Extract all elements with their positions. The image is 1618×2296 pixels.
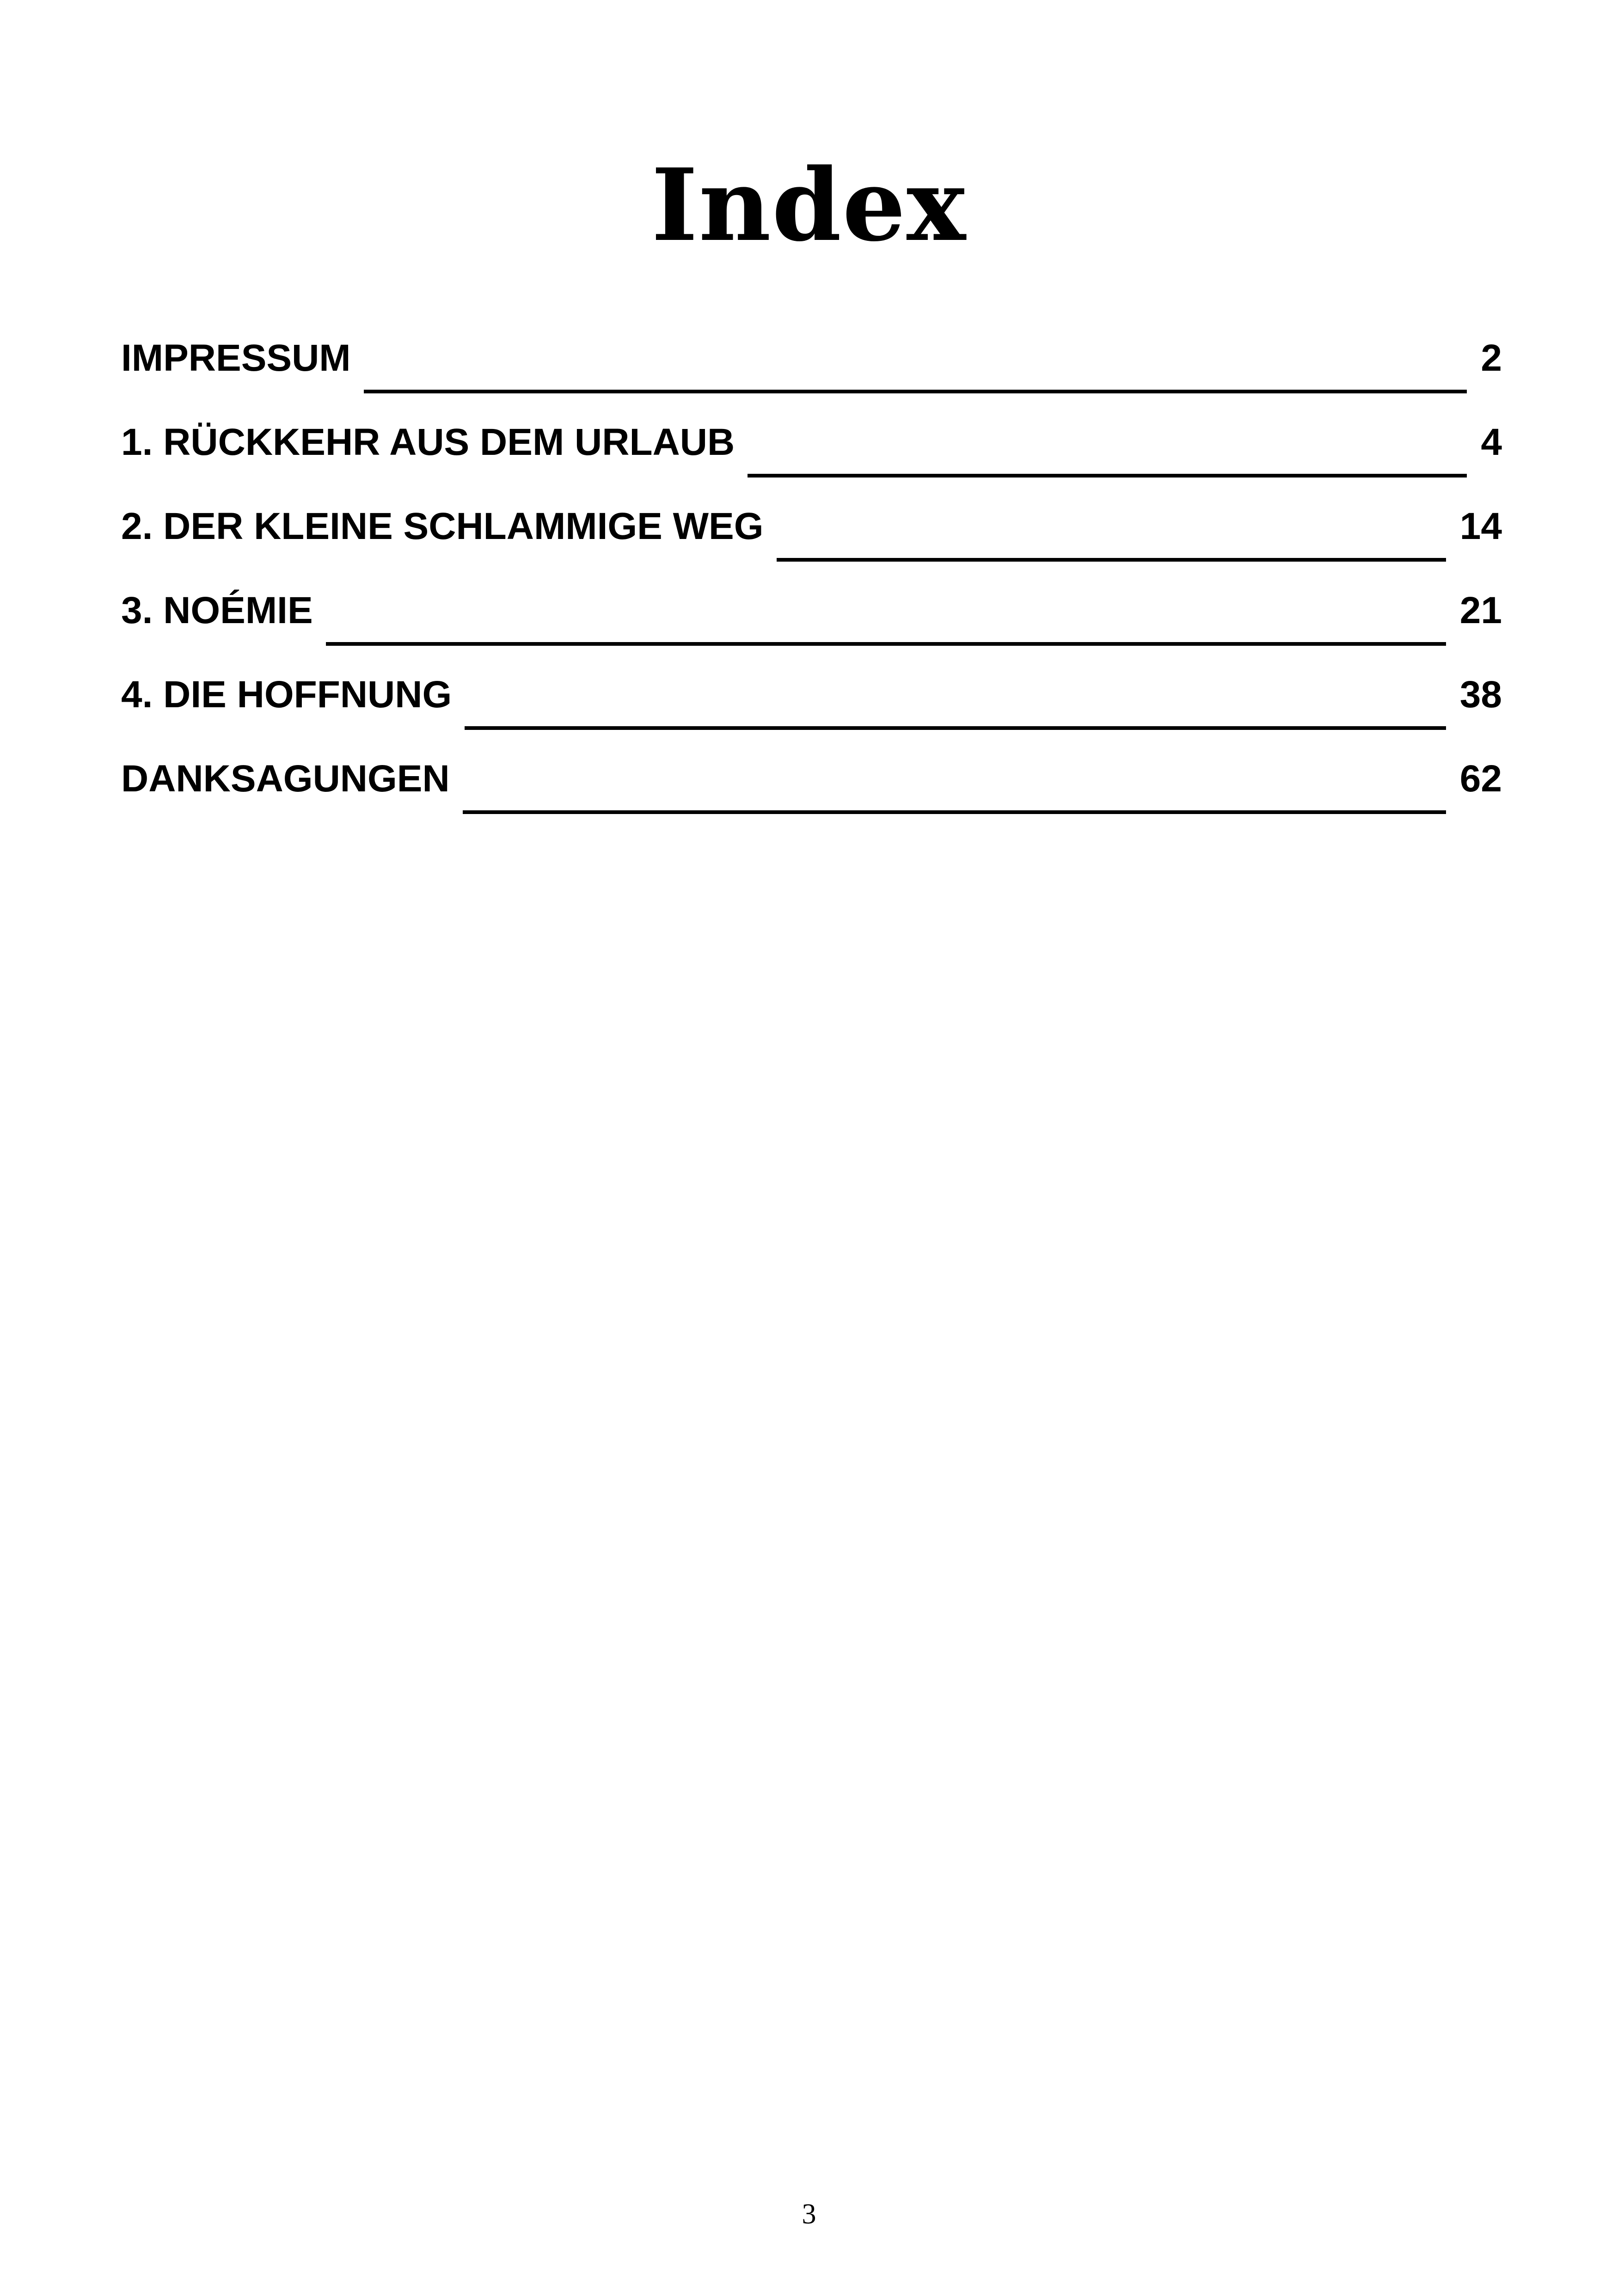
toc-entry-label: 3. NOÉMIE	[121, 589, 313, 631]
toc-entry-chapter-3	[121, 583, 1502, 667]
toc-leader-line	[465, 726, 1446, 730]
page-number: 3	[802, 2198, 816, 2230]
toc-entry-danksagungen	[121, 751, 1502, 835]
toc-entry-page: 38	[1459, 673, 1502, 716]
table-of-contents	[121, 331, 1502, 835]
toc-entry-label: 2. DER KLEINE SCHLAMMIGE WEG	[121, 505, 764, 547]
toc-entry-page: 14	[1459, 505, 1502, 547]
toc-leader-line	[326, 642, 1446, 646]
toc-leader-line	[777, 558, 1446, 562]
toc-entry-label: 1. RÜCKKEHR AUS DEM URLAUB	[121, 421, 735, 463]
toc-leader-line	[748, 474, 1467, 478]
toc-entry-chapter-1	[121, 415, 1502, 499]
toc-entry-page: 2	[1481, 337, 1502, 379]
toc-entry-page: 4	[1481, 421, 1502, 463]
toc-leader-line	[364, 390, 1467, 393]
toc-entry-label: DANKSAGUNGEN	[121, 758, 450, 800]
toc-entry-chapter-2	[121, 499, 1502, 583]
toc-entry-page: 21	[1459, 589, 1502, 631]
toc-entry-page: 62	[1459, 758, 1502, 800]
toc-entry-label: IMPRESSUM	[121, 337, 351, 379]
toc-leader-line	[463, 810, 1446, 814]
toc-entry-label: 4. DIE HOFFNUNG	[121, 673, 452, 716]
toc-entry-chapter-4	[121, 667, 1502, 751]
page-title: Index	[651, 147, 967, 264]
toc-entry-impressum	[121, 331, 1502, 415]
